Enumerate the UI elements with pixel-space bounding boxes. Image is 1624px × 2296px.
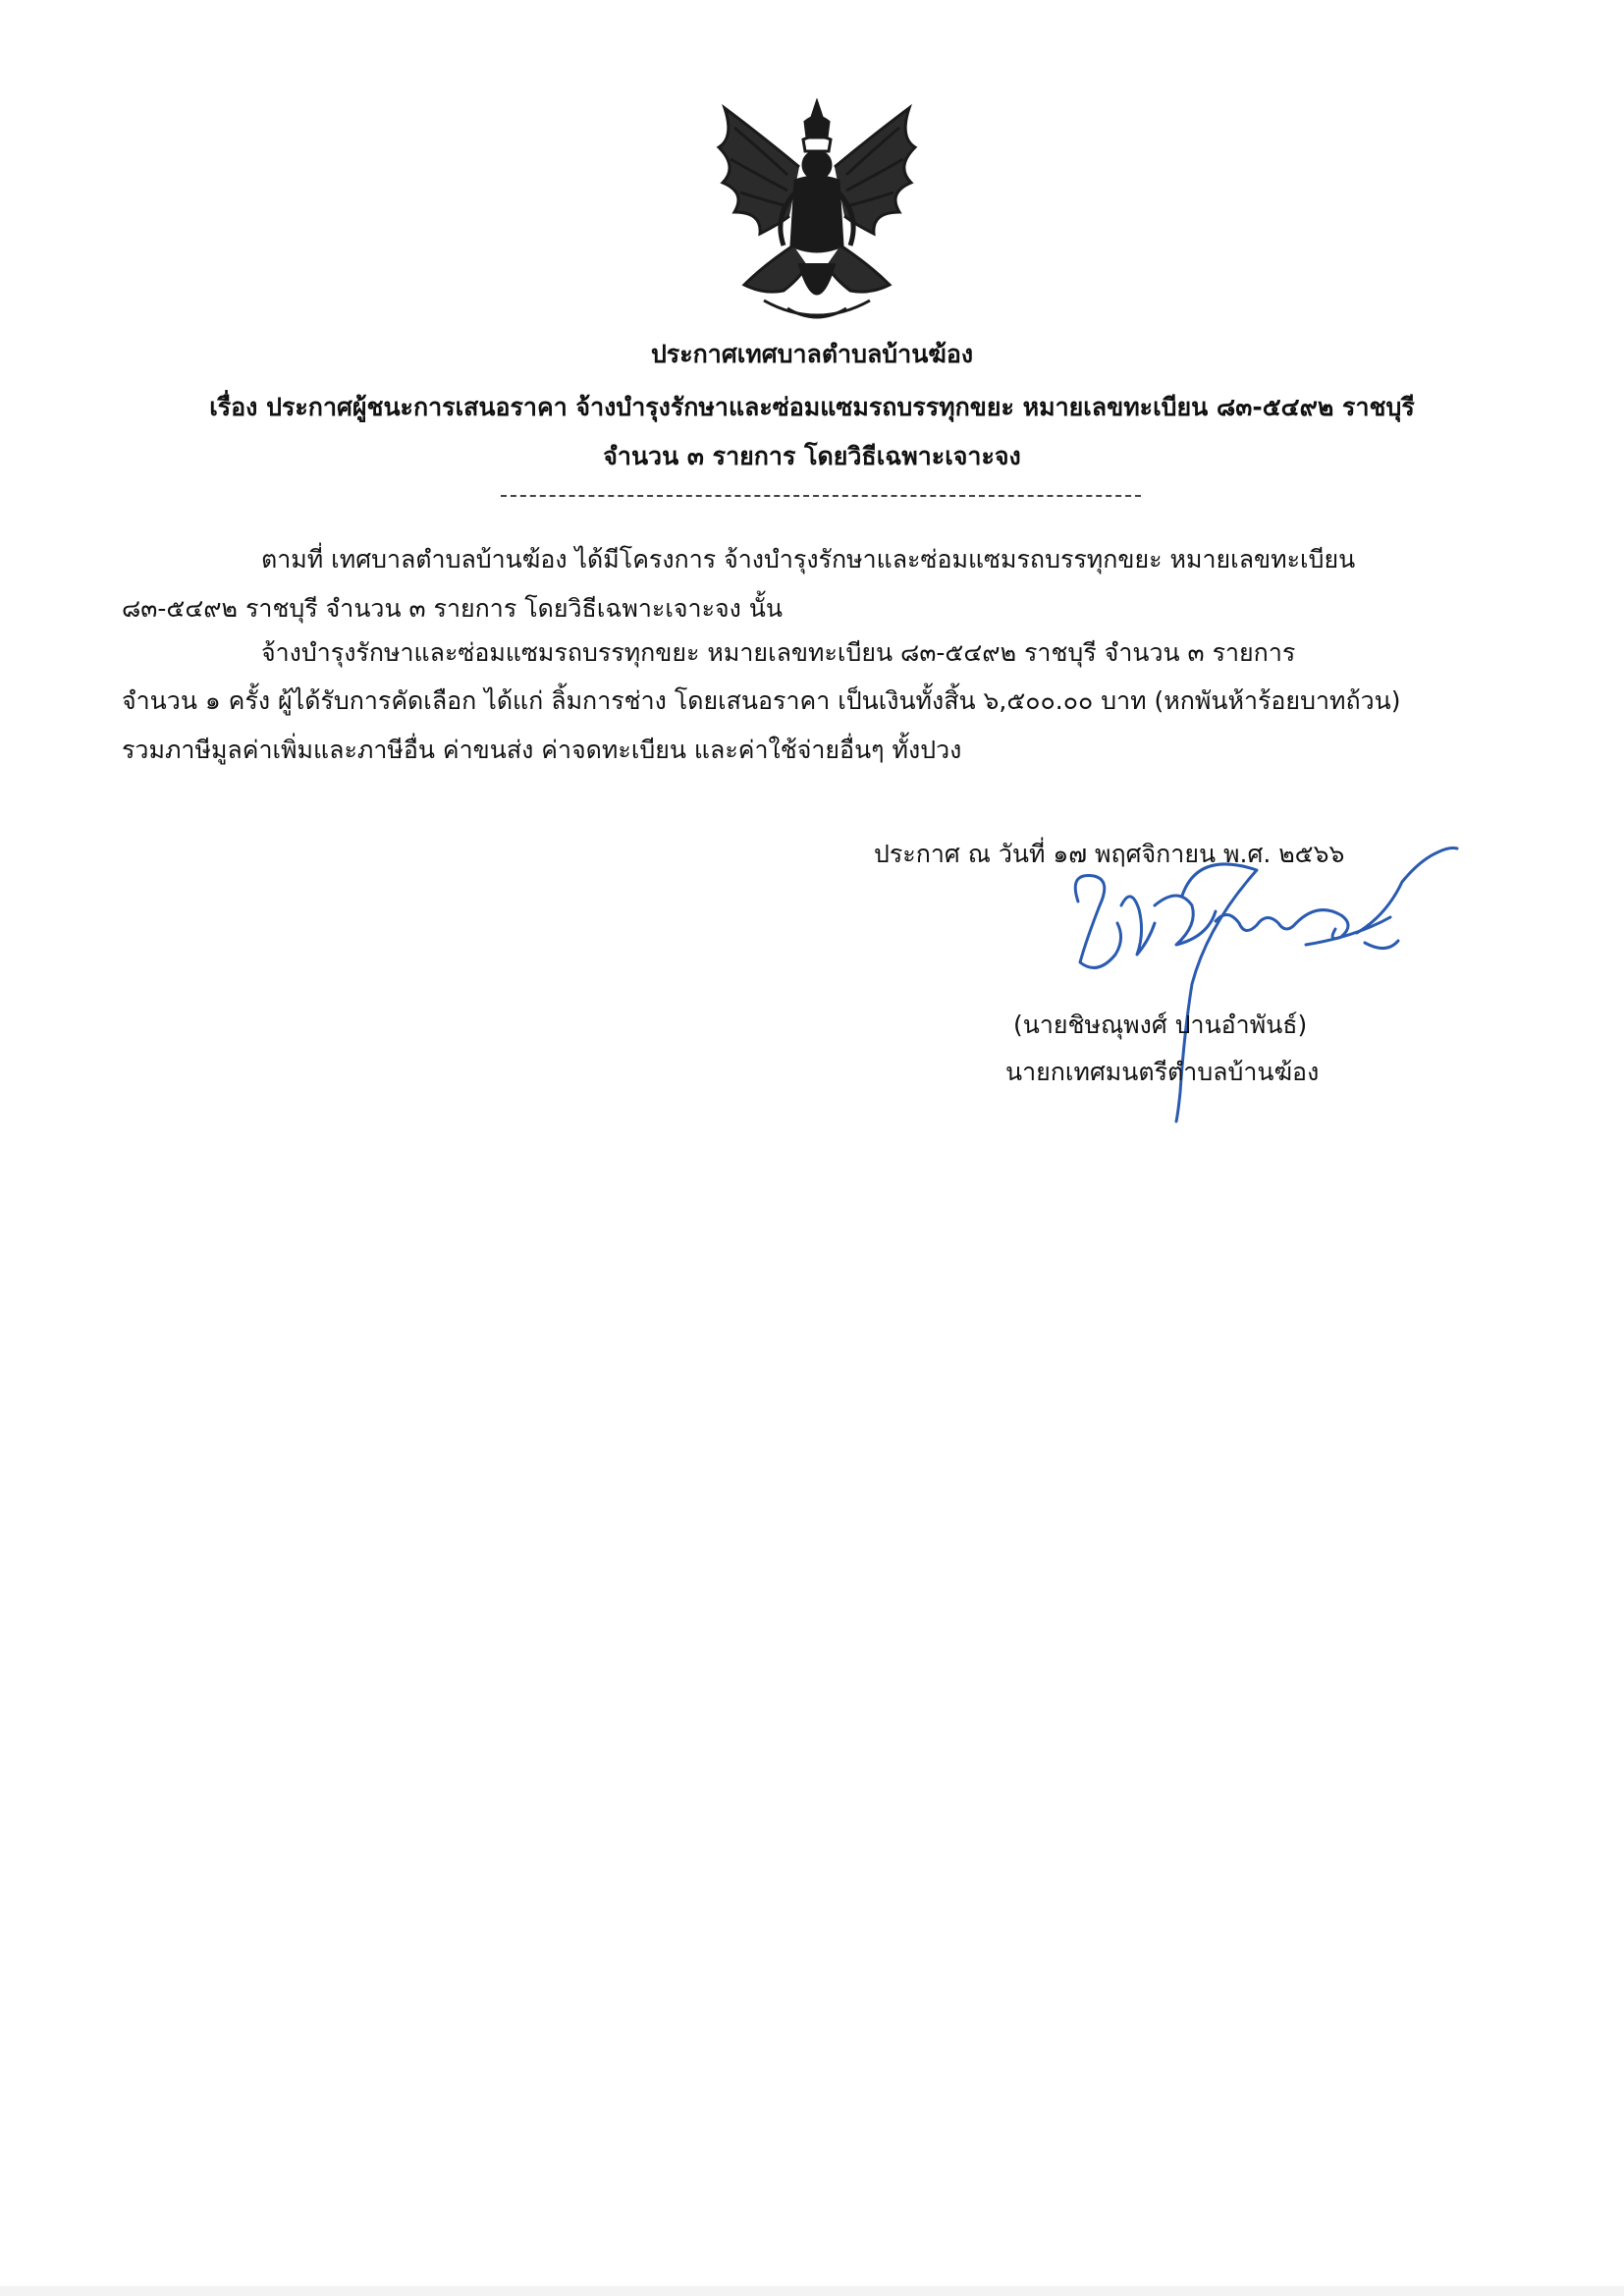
signatory-title: นายกเทศมนตรีตำบลบ้านฆ้อง bbox=[1005, 1058, 1320, 1086]
heading-divider bbox=[501, 495, 1141, 497]
scan-bottom-edge bbox=[0, 2286, 1624, 2296]
garuda-emblem-icon bbox=[705, 98, 929, 332]
paragraph-1-line-1: ตามที่ เทศบาลตำบลบ้านฆ้อง ได้มีโครงการ จ้างบำรุงรักษาและซ่อมแซมรถบรรทุกขยะ หมายเลขทะเบียน bbox=[261, 545, 1356, 574]
announcement-title: ประกาศเทศบาลตำบลบ้านฆ้อง bbox=[650, 340, 974, 368]
announcement-subject: เรื่อง ประกาศผู้ชนะการเสนอราคา จ้างบำรุงรักษาและซ่อมแซมรถบรรทุกขยะ หมายเลขทะเบียน ๘๓-๕๔๙๒ ราชบุรี bbox=[209, 393, 1415, 421]
announcement-subject-continued: จำนวน ๓ รายการ โดยวิธีเฉพาะเจาะจง bbox=[603, 442, 1021, 470]
paragraph-2-line-1: จ้างบำรุงรักษาและซ่อมแซมรถบรรทุกขยะ หมายเลขทะเบียน ๘๓-๕๔๙๒ ราชบุรี จำนวน ๓ รายการ bbox=[261, 638, 1296, 667]
signatory-name: (นายชิษณุพงศ์ ปานอำพันธ์) bbox=[1013, 1011, 1308, 1039]
paragraph-1-line-2: ๘๓-๕๔๙๒ ราชบุรี จำนวน ๓ รายการ โดยวิธีเฉพาะเจาะจง นั้น bbox=[122, 594, 783, 623]
announcement-date: ประกาศ ณ วันที่ ๑๗ พฤศจิกายน พ.ศ. ๒๕๖๖ bbox=[874, 840, 1345, 868]
paragraph-2-line-2: จำนวน ๑ ครั้ง ผู้ได้รับการคัดเลือก ได้แก่ ลิ้มการช่าง โดยเสนอราคา เป็นเงินทั้งสิ้น ๖,๕๐๐.๐๐ บาท (หกพันห้าร้อยบาทถ้วน) bbox=[122, 686, 1401, 715]
paragraph-2-line-3: รวมภาษีมูลค่าเพิ่มและภาษีอื่น ค่าขนส่ง ค่าจดทะเบียน และค่าใช้จ่ายอื่นๆ ทั้งปวง bbox=[122, 736, 962, 764]
